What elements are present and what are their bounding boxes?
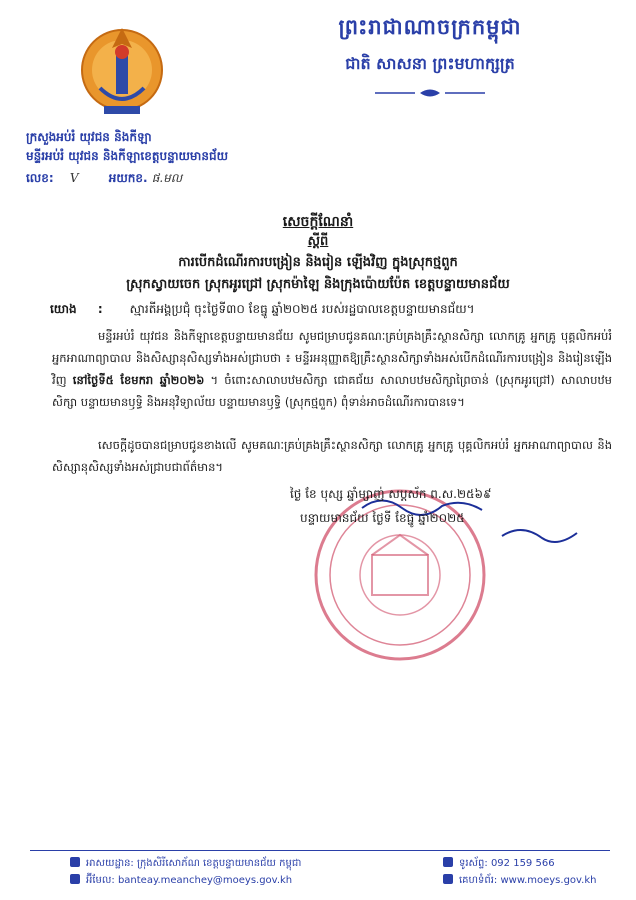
- ref-label: លេខ:: [26, 171, 54, 185]
- p1-text-b: ។ ចំពោះសាលាបឋមសិក្សា ជោគជ័យ សាលាបឋមសិក្សាព្រៃចាន់ (ស្រុកអូរជ្រៅ) សាលាបឋមសិក្សា បន្ទាយមានឫទ្ធិ និងអនុវិទ្យាល័យ បន្ទាយមានឫទ្ធិ (ស្រុកថ្មពួក) ពុំទាន់អាចដំណើរការបានទេ។: [52, 373, 612, 409]
- solar-date: បន្ទាយមានជ័យ ថ្ងៃទី ខែធ្នូ ឆ្នាំ២០២៥: [300, 511, 465, 525]
- document-subject-line2: ស្រុកស្វាយចេក ស្រុកអូរជ្រៅ ស្រុកម៉ាឡៃ និងក្រុងប៉ោយប៉ែត ខេត្តបន្ទាយមានជ័យ: [126, 277, 510, 292]
- footer-email[interactable]: [70, 873, 292, 888]
- national-motto: ជាតិ សាសនា ព្រះមហាក្សត្រ: [345, 54, 515, 73]
- document-about: ស្តីពី: [307, 234, 329, 249]
- ref-hand: ផ.មល: [151, 171, 183, 185]
- ministry-block: [26, 128, 228, 166]
- globe-icon: [443, 874, 453, 884]
- ornament-divider-icon: [375, 88, 485, 98]
- document-type: សេចក្តីណែនាំ: [282, 214, 354, 230]
- reference-line: [50, 301, 475, 319]
- ref-number: V: [69, 171, 79, 185]
- footer-email-text[interactable]: អ៊ីមែល: banteay.meanchey@moeys.gov.kh: [86, 875, 293, 886]
- reference-label: យោង: [50, 302, 77, 316]
- p2-text: សេចក្តីដូចបានជម្រាបជូនខាងលើ សូមគណៈគ្រប់គ្រងគ្រឹះស្ថានសិក្សា លោកគ្រូ អ្នកគ្រូ បុគ្គលិកអប់រំ អ្នកអាណាព្យាបាល និងសិស្សានុសិស្សទាំងអស់ជ្រាបជាព័ត៌មាន។: [52, 438, 612, 474]
- footer-phone-text[interactable]: ទូរស័ព្ទ: 092 159 566: [459, 858, 555, 869]
- body-paragraph-2: [52, 434, 612, 478]
- kingdom-title: ព្រះរាជាណាចក្រកម្ពុជា: [338, 15, 522, 39]
- document-subject-line1: ការបើកដំណើរការបង្រៀន និងរៀន ឡើងវិញ ក្នុងស្រុកថ្មពួក: [178, 255, 458, 270]
- kingdom-header: [270, 14, 590, 77]
- footer-website[interactable]: [443, 873, 597, 888]
- ministry-name: ក្រសួងអប់រំ យុវជន និងកីឡា: [26, 130, 152, 144]
- footer-website-text[interactable]: គេហទំព័រ: www.moeys.gov.kh: [459, 875, 597, 886]
- email-icon: [70, 874, 80, 884]
- department-name: មន្ទីរអប់រំ យុវជន និងកីឡាខេត្តបន្ទាយមានជ័យ: [26, 149, 229, 163]
- phone-icon: [443, 857, 453, 867]
- footer-address-text: អាសយដ្ឋាន: ក្រុងសិរីសោភ័ណ ខេត្តបន្ទាយមានជ័យ កម្ពុជា: [86, 858, 302, 869]
- reference-text: ស្មារតីអង្គប្រជុំ ចុះថ្ងៃទី៣០ ខែធ្នូ ឆ្នាំ២០២៥ របស់រដ្ឋបាលខេត្តបន្ទាយមានជ័យ។: [129, 302, 475, 316]
- reopen-date: នៅថ្ងៃទី៥ ខែមករា ឆ្នាំ២០២៦: [72, 373, 205, 387]
- lunar-date: ថ្ងៃ ខែ បុស្ស ឆ្នាំម្សាញ់ សប្តស័ក ព.ស.២៥៦៩: [290, 487, 492, 501]
- ref-suffix: អយកខ.: [108, 171, 148, 185]
- footer-divider: [30, 850, 610, 851]
- reference-number: [26, 170, 182, 188]
- body-paragraph-1: [52, 325, 612, 413]
- footer-phone[interactable]: [443, 856, 555, 871]
- footer-address: [70, 856, 301, 871]
- reference-colon: :: [97, 302, 103, 316]
- ministry-emblem-icon: [80, 18, 164, 122]
- p1-text-a: មន្ទីរអប់រំ យុវជន និងកីឡាខេត្តបន្ទាយមានជ័យ សូមជម្រាបជូនគណៈគ្រប់គ្រងគ្រឹះស្ថានសិក្សា លោកគ្រូ អ្នកគ្រូ បុគ្គលិកអប់រំ អ្នកអាណាព្យាបាល និងសិស្សានុសិស្សទាំងអស់ជ្រាបថា ៖ មន្ទីរអនុញ្ញាតឱ្យគ្រឹះស្ថានសិក្សាទាំងអស់បើកដំណើរការបង្រៀន និងរៀនឡើងវិញ: [52, 329, 612, 387]
- location-icon: [70, 857, 80, 867]
